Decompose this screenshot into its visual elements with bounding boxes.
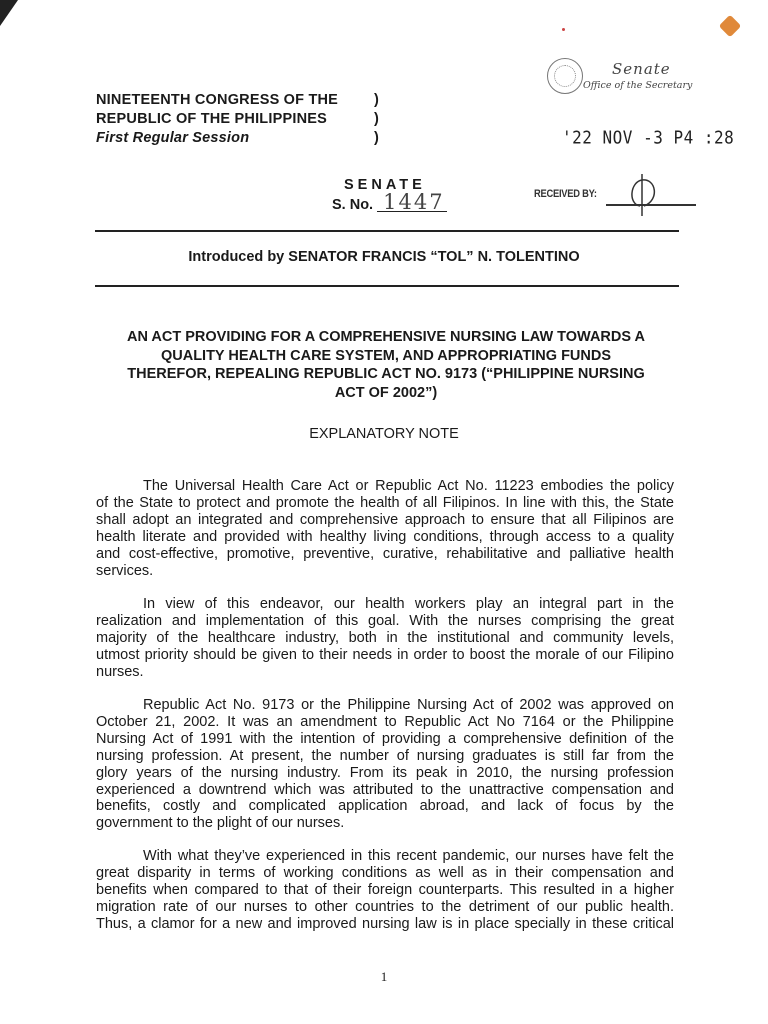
top-rule — [95, 230, 679, 232]
text-line: The Universal Health Care Act or Republic Act No. 11223 embodies the policy — [143, 478, 674, 494]
text-line: glory years of the nursing industry. From its peak in 2010, the nursing profession — [96, 764, 674, 781]
stamp-date: '22 NOV -3 P4 :28 — [562, 127, 735, 148]
congress-header — [96, 91, 338, 148]
header-parentheses — [374, 91, 379, 148]
text-line: Thus, a clamor for a new and improved nursing law is in place specially in these critical — [96, 915, 674, 932]
scan-corner-mark — [0, 0, 18, 26]
title-line: QUALITY HEALTH CARE SYSTEM, AND APPROPRIATING FUNDS — [160, 347, 612, 364]
text-line: nursing profession. At present, the number of nursing graduates is still far from the — [96, 747, 674, 764]
text-line: great disparity in terms of working conditions as well as in their compensation and — [96, 864, 674, 881]
paragraph-3 — [96, 697, 674, 832]
bottom-rule — [95, 285, 679, 287]
text-line: migration rate of our nurses to other countries to the detriment of our public health. — [96, 898, 674, 915]
page-number: 1 — [380, 969, 388, 984]
text-line: majority of the healthcare industry, both in the institutional and community levels, — [96, 629, 674, 646]
text-line: With what they’ve experienced in this recent pandemic, our nurses have felt the — [143, 848, 674, 864]
paragraph-1 — [96, 478, 674, 579]
bill-number: 1447 — [377, 193, 447, 212]
text-line: services. — [96, 562, 154, 579]
text-line: In view of this endeavor, our health workers play an integral part in the — [143, 596, 674, 612]
text-line: and cost-effective, promotive, preventive, curative, rehabilitative and palliative health — [96, 545, 674, 562]
text-line: health literate and provided with healthy living conditions, through access to a quality — [96, 528, 674, 545]
stamp-senate: Senate — [612, 60, 671, 78]
paren: ) — [374, 130, 379, 146]
text-line: shall adopt an integrated and comprehensive approach to ensure that all Filipinos are — [96, 511, 674, 528]
congress-line-1: NINETEENTH CONGRESS OF THE — [96, 92, 339, 108]
senate-label: SENATE — [344, 177, 426, 193]
bill-number-row — [332, 190, 447, 214]
received-by-label: RECEIVED BY: — [534, 188, 597, 200]
bill-number-label: S. No. — [332, 197, 374, 213]
introduced-by: Introduced by SENATOR FRANCIS “TOL” N. TOLENTINO — [188, 249, 580, 265]
paren: ) — [374, 111, 379, 127]
senate-seal-icon — [547, 58, 583, 94]
text-line: realization and implementation of this goal. With the nurses comprising the great — [96, 612, 674, 629]
paren: ) — [374, 92, 379, 108]
text-line: benefits when compared to that of their foreign counterparts. This resulted in a higher — [96, 881, 674, 898]
congress-line-2: REPUBLIC OF THE PHILIPPINES — [96, 111, 327, 127]
text-line: October 21, 2002. It was an amendment to Republic Act No 7164 or the Philippine — [96, 713, 674, 730]
tab-marker — [719, 15, 742, 38]
text-line: Republic Act No. 9173 or the Philippine Nursing Act of 2002 was approved on — [143, 697, 674, 713]
text-line: experienced a downtrend which was attributed to the unattractive compensation and — [96, 781, 674, 798]
text-line: utmost priority should be given to their needs in order to boost the morale of our Filipino — [96, 646, 674, 663]
paragraph-2 — [96, 596, 674, 681]
title-line: THEREFOR, REPEALING REPUBLIC ACT NO. 9173 (“PHILIPPINE NURSING — [127, 366, 645, 382]
signature-mark — [614, 170, 674, 220]
stamp-office: Office of the Secretary — [583, 80, 693, 91]
text-line: benefits, costly and complicated application abroad, and lack of focus by the — [96, 798, 674, 815]
act-title — [92, 328, 680, 402]
explanatory-note-heading: EXPLANATORY NOTE — [309, 426, 459, 442]
text-line: nurses. — [96, 663, 144, 680]
paragraph-4 — [96, 848, 674, 933]
text-line: government to the plight of our nurses. — [96, 815, 345, 832]
scan-dot — [562, 28, 565, 31]
title-line: AN ACT PROVIDING FOR A COMPREHENSIVE NURSING LAW TOWARDS A — [127, 329, 645, 345]
text-line: Nursing Act of 1991 with the intention of providing a comprehensive definition of the — [96, 730, 674, 747]
text-line: of the State to protect and promote the health of all Filipinos. In line with this, the State — [96, 494, 674, 511]
title-line: ACT OF 2002”) — [334, 384, 438, 401]
session-label: First Regular Session — [96, 130, 250, 146]
